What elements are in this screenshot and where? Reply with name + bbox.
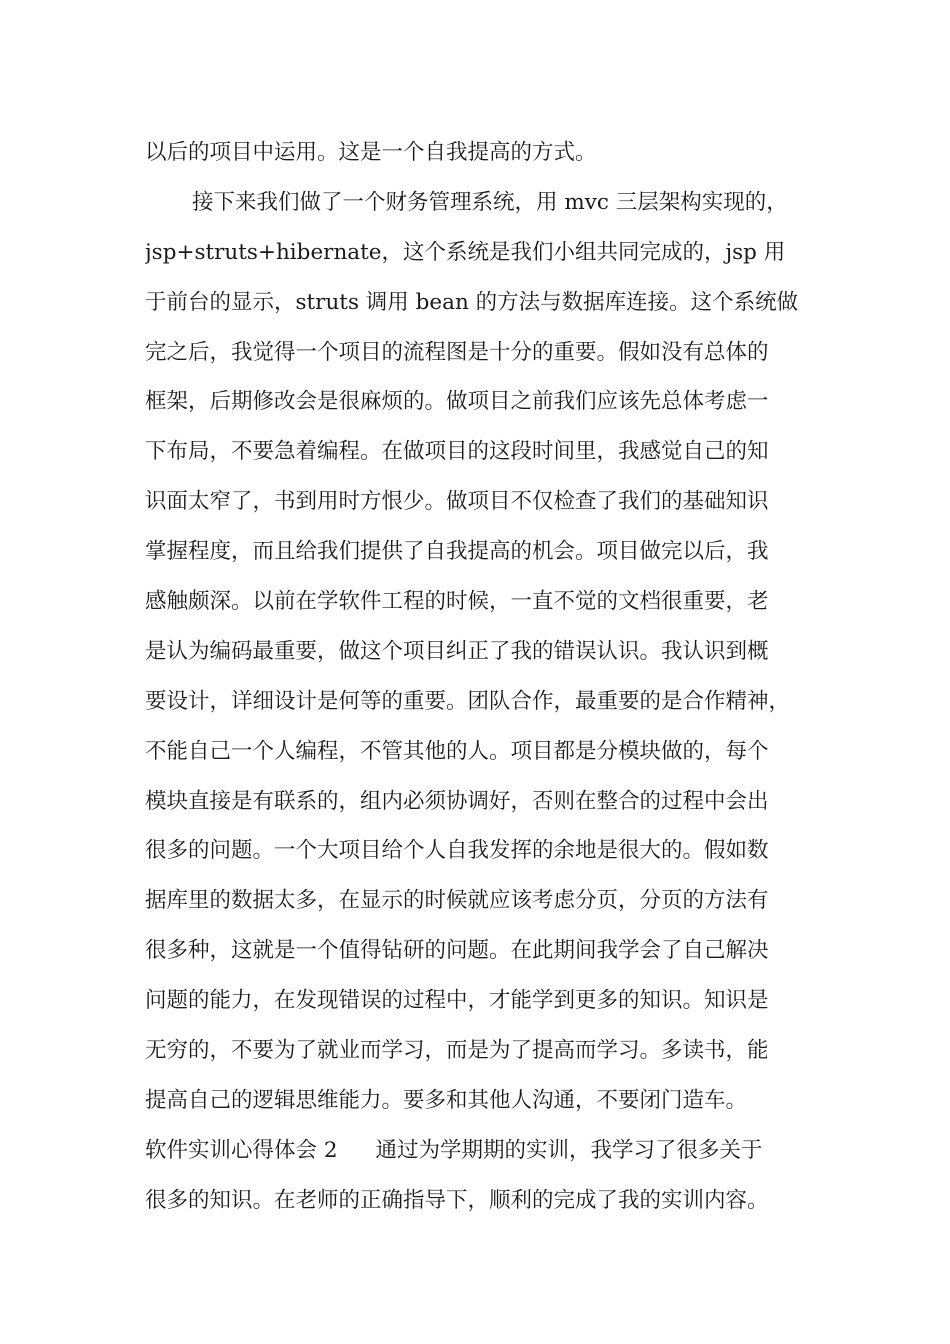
text-line: 很多的知识。在老师的正确指导下，顺利的完成了我的实训内容。 [145,1187,769,1213]
text-line: 下布局，不要急着编程。在做项目的这段时间里，我感觉自己的知 [145,439,769,465]
document-body [145,128,845,1226]
text-line: 以后的项目中运用。这是一个自我提高的方式。 [145,140,597,165]
section-first-line: 通过为学期期的实训，我学习了很多关于 [375,1137,763,1163]
text-line: 识面太窄了，书到用时方恨少。做项目不仅检查了我们的基础知识 [145,489,769,515]
text-line: 很多的问题。一个大项目给个人自我发挥的余地是很大的。假如数 [145,838,769,864]
text-line: 完之后，我觉得一个项目的流程图是十分的重要。假如没有总体的 [145,339,769,365]
text-line: 要设计，详细设计是何等的重要。团队合作，最重要的是合作精神， [145,688,791,714]
text-line: 不能自己一个人编程，不管其他的人。项目都是分模块做的，每个 [145,738,769,764]
text-line: 提高自己的逻辑思维能力。要多和其他人沟通，不要闭门造车。 [145,1087,748,1113]
text-line: 无穷的，不要为了就业而学习，而是为了提高而学习。多读书，能 [145,1038,769,1064]
section-title: 软件实训心得体会 2 [145,1137,338,1163]
text-line: 接下来我们做了一个财务管理系统，用 mvc 三层架构实现的， [192,189,788,215]
text-line: 问题的能力，在发现错误的过程中，才能学到更多的知识。知识是 [145,988,769,1014]
text-line: 框架，后期修改会是很麻烦的。做项目之前我们应该先总体考虑一 [145,389,769,415]
text-line: jsp+struts+hibernate，这个系统是我们小组共同完成的，jsp 用 [145,239,786,265]
text-line: 掌握程度，而且给我们提供了自我提高的机会。项目做完以后，我 [145,539,769,565]
text-line: 是认为编码最重要，做这个项目纠正了我的错误认识。我认识到概 [145,638,769,664]
text-line: 模块直接是有联系的，组内必须协调好，否则在整合的过程中会出 [145,788,769,814]
text-line: 据库里的数据太多，在显示的时候就应该考虑分页，分页的方法有 [145,888,769,914]
text-line: 于前台的显示，struts 调用 bean 的方法与数据库连接。这个系统做 [145,289,799,315]
section-heading-line [145,1126,845,1176]
text-line: 很多种，这就是一个值得钻研的问题。在此期间我学会了自己解决 [145,938,769,964]
text-line: 感触颇深。以前在学软件工程的时候，一直不觉的文档很重要，老 [145,589,769,615]
